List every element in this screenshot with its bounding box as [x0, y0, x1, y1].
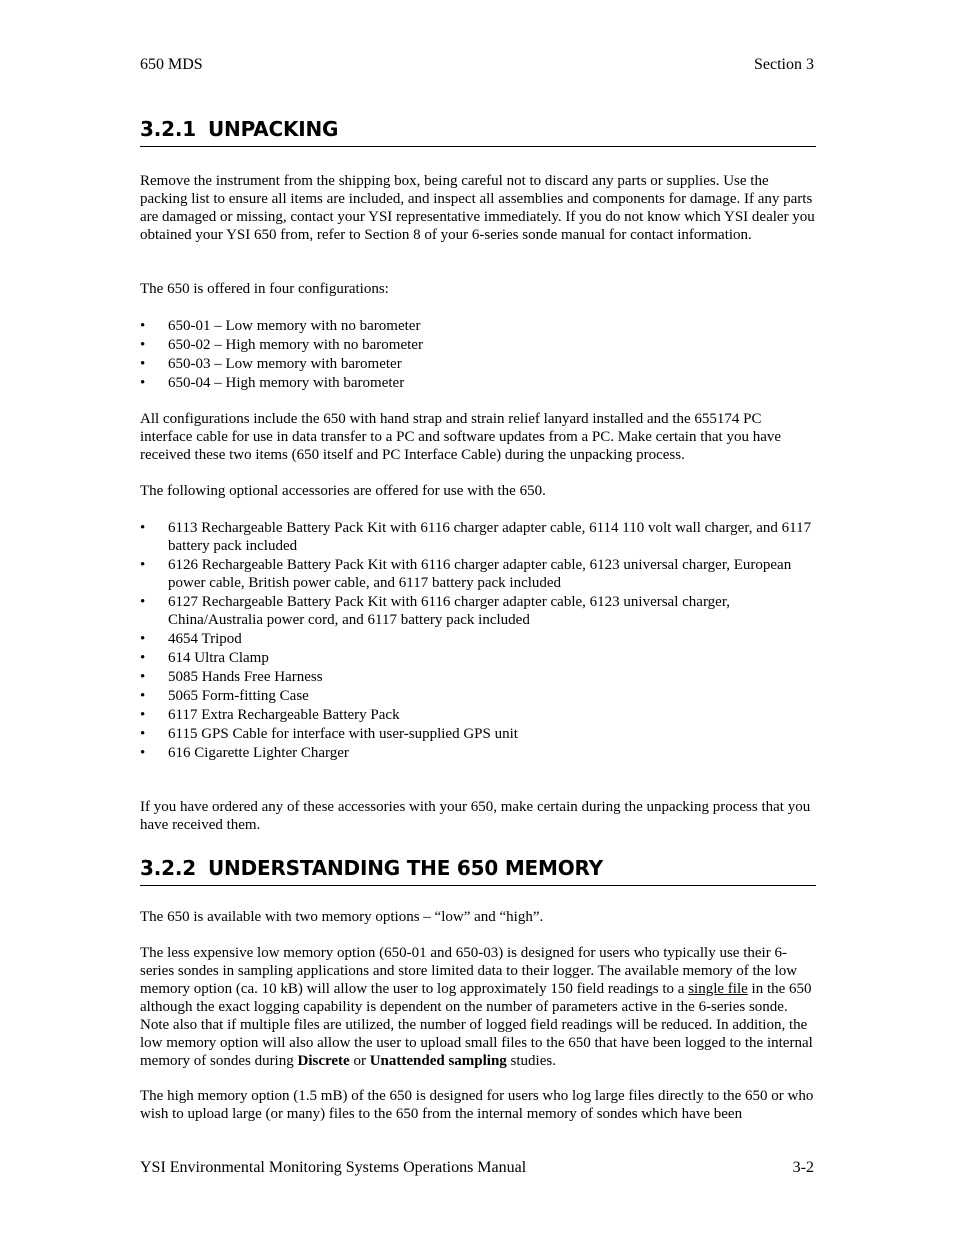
footer-left: YSI Environmental Monitoring Systems Operations Manual [140, 1159, 527, 1176]
section-heading-unpacking [140, 116, 816, 147]
unpacking-paragraph-2 [140, 280, 816, 298]
list-item: • 614 Ultra Clamp [140, 649, 816, 667]
page-header [140, 56, 814, 74]
text-run: or [349, 1053, 370, 1069]
section-heading-memory [140, 855, 816, 886]
memory-paragraph-1 [140, 908, 816, 926]
list-item: • 6117 Extra Rechargeable Battery Pack [140, 706, 816, 724]
list-item: • 5065 Form-fitting Case [140, 687, 816, 705]
list-item: • 6127 Rechargeable Battery Pack Kit with 6116 charger adapter cable, 6123 universal charger, China/Australia power cord, and 6117 battery pack included [140, 593, 816, 629]
unpacking-paragraph-1 [140, 172, 816, 244]
paragraph: The 650 is offered in four configurations: [140, 281, 389, 297]
unpacking-paragraph-3 [140, 410, 816, 464]
list-item: • 6115 GPS Cable for interface with user-supplied GPS unit [140, 725, 816, 743]
paragraph: The following optional accessories are offered for use with the 650. [140, 483, 546, 499]
header-left: 650 MDS [140, 56, 203, 73]
header-right: Section 3 [754, 56, 814, 73]
list-item: • 650-02 – High memory with no barometer [140, 336, 816, 354]
bold-text: Unattended sampling [369, 1053, 507, 1069]
section-title: UNPACKING [208, 117, 339, 141]
section-number: 3.2.2 [140, 856, 196, 880]
configurations-list [140, 317, 816, 393]
memory-paragraph-2 [140, 944, 816, 1070]
list-item: • 616 Cigarette Lighter Charger [140, 744, 816, 762]
list-item: • 6126 Rechargeable Battery Pack Kit with 6116 charger adapter cable, 6123 universal charger, European power cable, British power cable, and 6117 battery pack included [140, 556, 816, 592]
section-title: UNDERSTANDING THE 650 MEMORY [208, 856, 603, 880]
bold-text: Discrete [297, 1053, 350, 1069]
underlined-text: single file [688, 981, 748, 997]
list-item: • 5085 Hands Free Harness [140, 668, 816, 686]
unpacking-paragraph-4 [140, 482, 816, 500]
text-run: in the 650 although the exact logging capability is dependent on the number of parameters active in the 6-series sonde. Note also that if multiple files are utilized, the number of logged field readings will be reduced. In addition, the low memory option will also allow the user to upload small files to the 650 that have been logged to the internal memory of sondes during [140, 981, 813, 1069]
list-item: • 650-01 – Low memory with no barometer [140, 317, 816, 335]
unpacking-paragraph-5 [140, 798, 816, 834]
paragraph [140, 944, 816, 1070]
list-item: • 4654 Tripod [140, 630, 816, 648]
accessories-list [140, 519, 816, 763]
paragraph: If you have ordered any of these accessories with your 650, make certain during the unpacking process that you have received them. [140, 799, 811, 833]
page-number: 3-2 [792, 1159, 814, 1176]
paragraph: The 650 is available with two memory options – “low” and “high”. [140, 909, 544, 925]
paragraph: The high memory option (1.5 mB) of the 650 is designed for users who log large files directly to the 650 or who wish to upload large (or many) files to the 650 from the internal memory of sondes which have been [140, 1088, 814, 1122]
paragraph: Remove the instrument from the shipping box, being careful not to discard any parts or supplies. Use the packing list to ensure all items are included, and inspect all assemblies and components for damage. If any parts are damaged or missing, contact your YSI representative immediately. If you do not know which YSI dealer you obtained your YSI 650 from, refer to Section 8 of your 6-series sonde manual for contact information. [140, 173, 815, 243]
list-item: • 650-03 – Low memory with barometer [140, 355, 816, 373]
page-footer [140, 1159, 814, 1177]
paragraph: All configurations include the 650 with hand strap and strain relief lanyard installed and the 655174 PC interface cable for use in data transfer to a PC and software updates from a PC. Make certain that you have received these two items (650 itself and PC Interface Cable) during the unpacking process. [140, 411, 782, 463]
text-run: The less expensive low memory option (650-01 and 650-03) is designed for users who typically use their 6-series sondes in sampling applications and store limited data to their logger. The available memory of the low memory option (ca. 10 kB) will allow the user to log approximately 150 field readings to a [140, 945, 798, 997]
text-run: studies. [506, 1053, 556, 1069]
list-item: • 650-04 – High memory with barometer [140, 374, 816, 392]
memory-paragraph-3 [140, 1087, 816, 1123]
list-item: • 6113 Rechargeable Battery Pack Kit with 6116 charger adapter cable, 6114 110 volt wall charger, and 6117 battery pack included [140, 519, 816, 555]
section-number: 3.2.1 [140, 117, 196, 141]
